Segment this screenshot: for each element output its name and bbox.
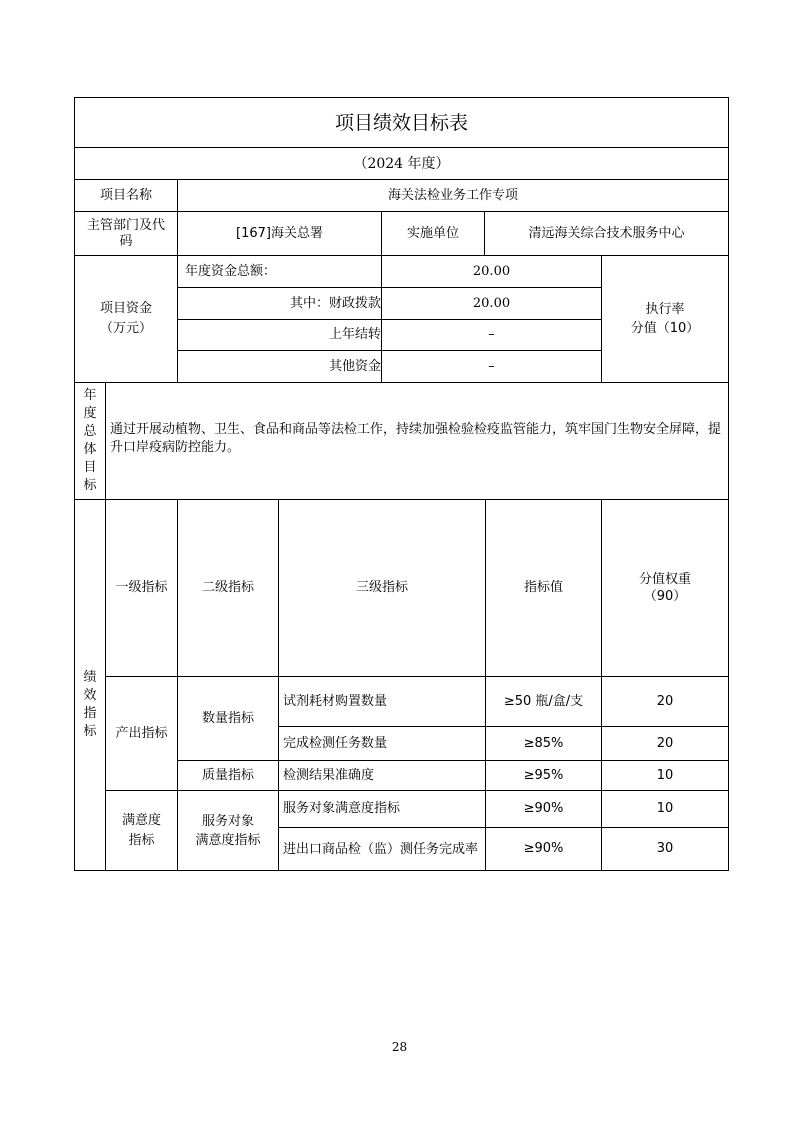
table-row-1-name: 试剂耗材购置数量 (279, 677, 486, 727)
execution-rate (602, 256, 728, 383)
table-row-3-weight: 10 (602, 761, 728, 791)
header-weight (602, 500, 728, 677)
fiscal-allocation-label: 其中：财政拨款 (178, 288, 382, 320)
table-row-2-value: ≥85% (486, 727, 602, 761)
table-row-4-weight: 10 (602, 791, 728, 828)
table-row-3-value: ≥95% (486, 761, 602, 791)
annual-goal-label-text: 年度总体目标 (83, 388, 97, 493)
service-satisfaction-label-2: 满意度指标 (195, 832, 261, 848)
implementing-unit-value: 清远海关综合技术服务中心 (485, 212, 728, 256)
quality-indicators-label: 质量指标 (178, 761, 279, 791)
project-funds-label (75, 256, 178, 383)
department-label: 主管部门及代码 (75, 212, 178, 256)
annual-total-label: 年度资金总额： (178, 256, 382, 288)
table-row-5-value: ≥90% (486, 828, 602, 870)
table-row-2-name: 完成检测任务数量 (279, 727, 486, 761)
implementing-unit-label: 实施单位 (382, 212, 485, 256)
table-row-3-name: 检测结果准确度 (279, 761, 486, 791)
table-row-5-weight: 30 (656, 841, 674, 856)
table-row-4-name: 服务对象满意度指标 (279, 791, 486, 828)
header-level2: 二级指标 (178, 500, 279, 677)
performance-target-table (74, 97, 729, 871)
project-name-value: 海关法检业务工作专项 (178, 180, 728, 212)
execution-rate-score: 分值（10） (630, 321, 700, 336)
table-row-1-value: ≥50 瓶/盒/支 (486, 677, 602, 727)
header-weight-label: 分值权重 (638, 572, 691, 587)
satisfaction-indicators-label (106, 791, 178, 870)
department-value: [167]海关总署 (178, 212, 382, 256)
service-satisfaction-label-1: 服务对象 (201, 813, 254, 829)
page-number: 28 (391, 1040, 408, 1054)
carryover-label: 上年结转 (178, 320, 382, 351)
other-funds-label: 其他资金 (178, 351, 382, 383)
fiscal-year: （2024 年度） (75, 148, 728, 180)
fiscal-allocation-value: 20.00 (382, 288, 602, 320)
header-weight-total: （90） (643, 589, 687, 604)
table-row-2-weight: 20 (602, 727, 728, 761)
project-funds-label-text: 项目资金（万元） (99, 301, 152, 336)
project-name-label: 项目名称 (75, 180, 178, 212)
service-satisfaction-label (178, 791, 279, 870)
annual-total-value: 20.00 (382, 256, 602, 288)
indicators-label (75, 500, 106, 870)
header-level1: 一级指标 (106, 500, 178, 677)
annual-goal-label (75, 383, 106, 500)
execution-rate-label: 执行率 (645, 302, 685, 317)
indicators-label-text: 绩效指标 (83, 670, 97, 739)
table-row-1-weight: 20 (602, 677, 728, 727)
carryover-value: – (382, 320, 602, 351)
table-title: 项目绩效目标表 (75, 98, 728, 148)
other-funds-value: – (382, 351, 602, 383)
satisfaction-indicators-label-text: 满意度指标 (121, 812, 161, 848)
header-value: 指标值 (486, 500, 602, 677)
header-level3: 三级指标 (279, 500, 486, 677)
table-row-4-value: ≥90% (486, 791, 602, 828)
annual-goal-text: 通过开展动植物、卫生、食品和商品等法检工作，持续加强检验检疫监管能力，筑牢国门生物安全屏障，提升口岸疫病防控能力。 (106, 383, 728, 500)
table-row-5-name: 进出口商品检（监）测任务完成率 (279, 828, 486, 870)
output-indicators-label: 产出指标 (106, 677, 178, 791)
quantity-indicators-label: 数量指标 (178, 677, 279, 761)
